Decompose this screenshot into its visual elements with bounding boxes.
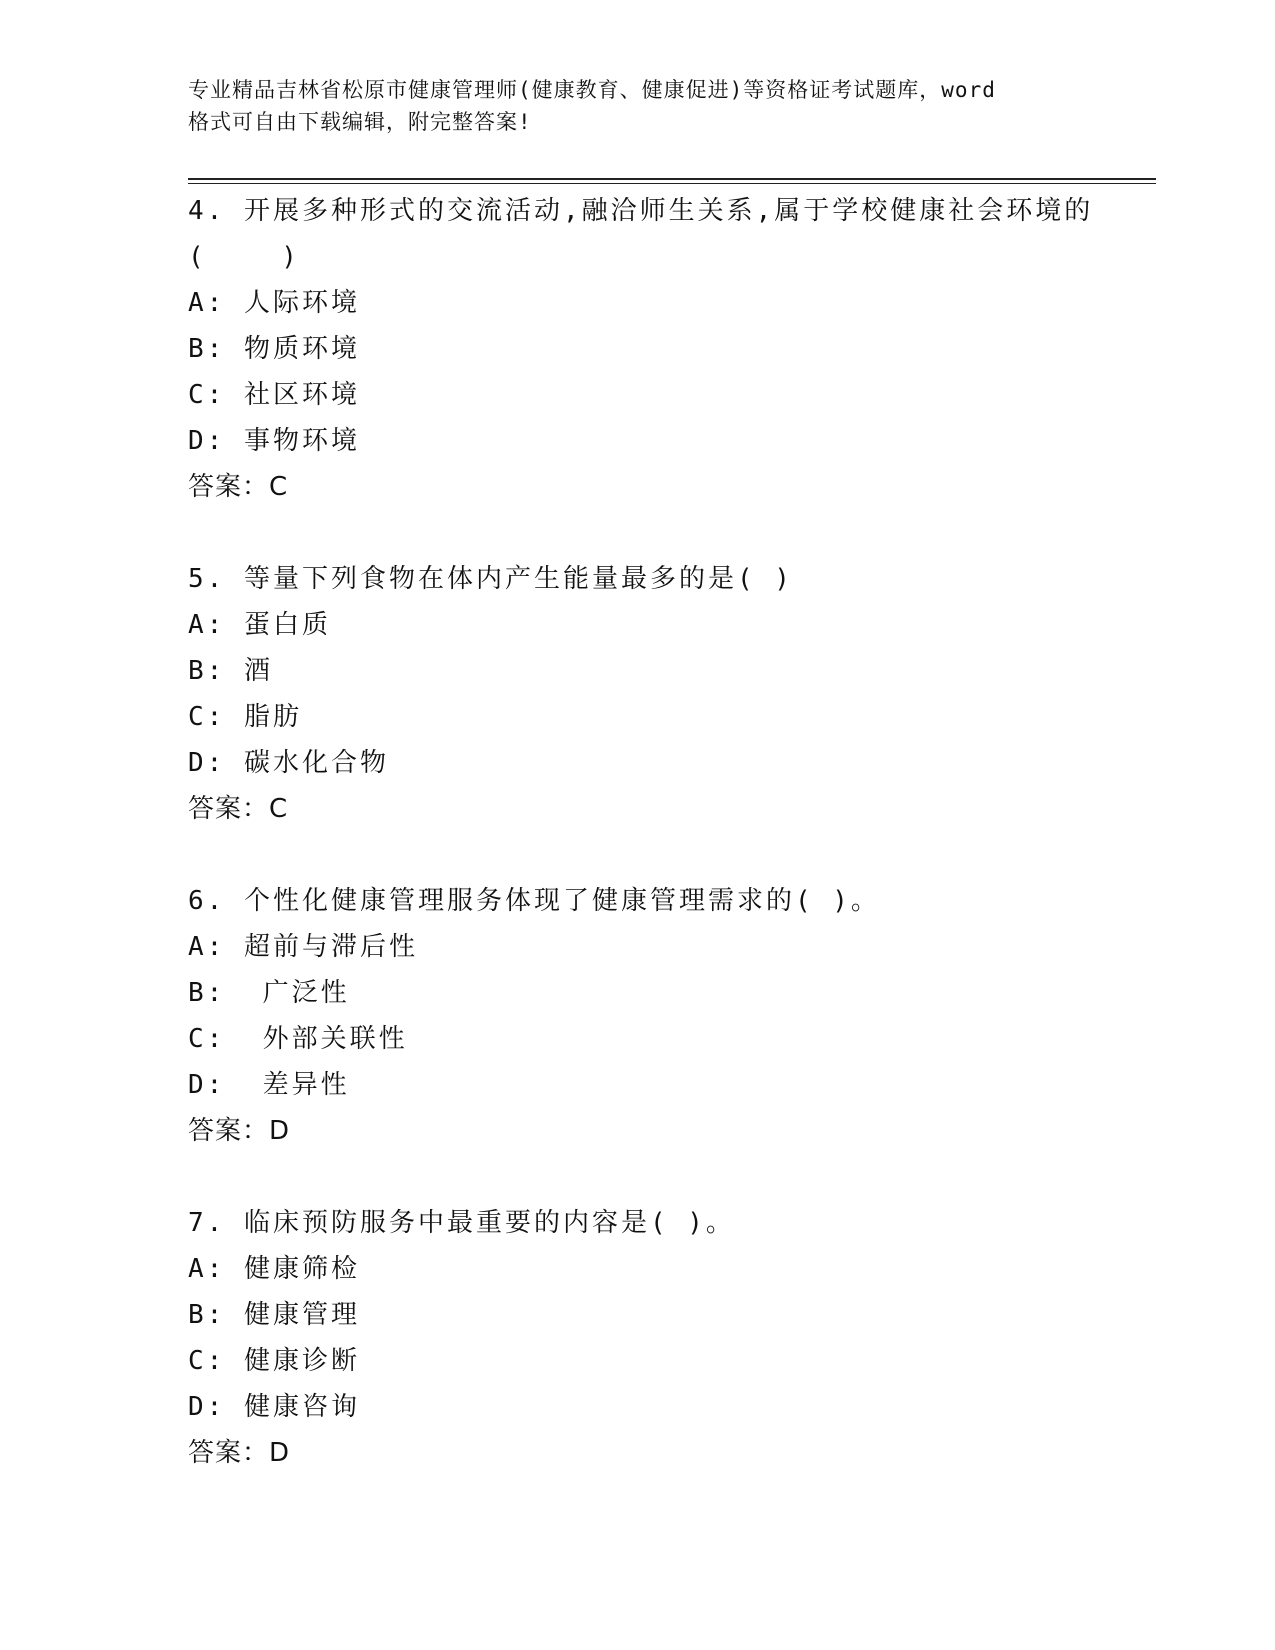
option-b: B: 广泛性 (188, 978, 350, 1008)
question-spacer (188, 832, 1156, 878)
question-6 (188, 878, 1156, 1154)
question-spacer (188, 510, 1156, 556)
option-a: A: 人际环境 (188, 288, 360, 318)
document-header (188, 74, 1088, 138)
option-d: D: 差异性 (188, 1070, 350, 1100)
question-stem: 5. 等量下列食物在体内产生能量最多的是( ) (188, 564, 793, 594)
header-divider-thick (188, 178, 1156, 180)
header-divider-thin (188, 183, 1156, 184)
option-c: C: 健康诊断 (188, 1346, 360, 1376)
option-c: C: 脂肪 (188, 702, 302, 732)
option-a: A: 健康筛检 (188, 1254, 360, 1284)
option-b: B: 健康管理 (188, 1300, 360, 1330)
question-7 (188, 1200, 1156, 1476)
question-spacer (188, 1154, 1156, 1200)
option-b: B: 酒 (188, 656, 273, 686)
header-line-2: 格式可自由下载编辑，附完整答案! (188, 110, 532, 134)
question-5 (188, 556, 1156, 832)
option-c: C: 社区环境 (188, 380, 360, 410)
answer-line: 答案：C (188, 794, 289, 824)
option-c: C: 外部关联性 (188, 1024, 408, 1054)
option-d: D: 碳水化合物 (188, 748, 389, 778)
option-a: A: 超前与滞后性 (188, 932, 418, 962)
option-d: D: 事物环境 (188, 426, 360, 456)
option-b: B: 物质环境 (188, 334, 360, 364)
option-d: D: 健康咨询 (188, 1392, 360, 1422)
answer-line: 答案：C (188, 472, 289, 502)
option-a: A: 蛋白质 (188, 610, 331, 640)
question-stem: 6. 个性化健康管理服务体现了健康管理需求的( )。 (188, 886, 880, 916)
answer-line: 答案：D (188, 1116, 291, 1146)
question-stem: 4. 开展多种形式的交流活动,融洽师生关系,属于学校健康社会环境的 (188, 196, 1094, 226)
header-line-1: 专业精品吉林省松原市健康管理师(健康教育、健康促进)等资格证考试题库，word (188, 78, 996, 102)
question-4 (188, 188, 1156, 510)
question-list (188, 188, 1156, 1476)
question-stem: 7. 临床预防服务中最重要的内容是( )。 (188, 1208, 735, 1238)
question-stem-continuation: ( ) (188, 242, 300, 272)
answer-line: 答案：D (188, 1438, 291, 1468)
